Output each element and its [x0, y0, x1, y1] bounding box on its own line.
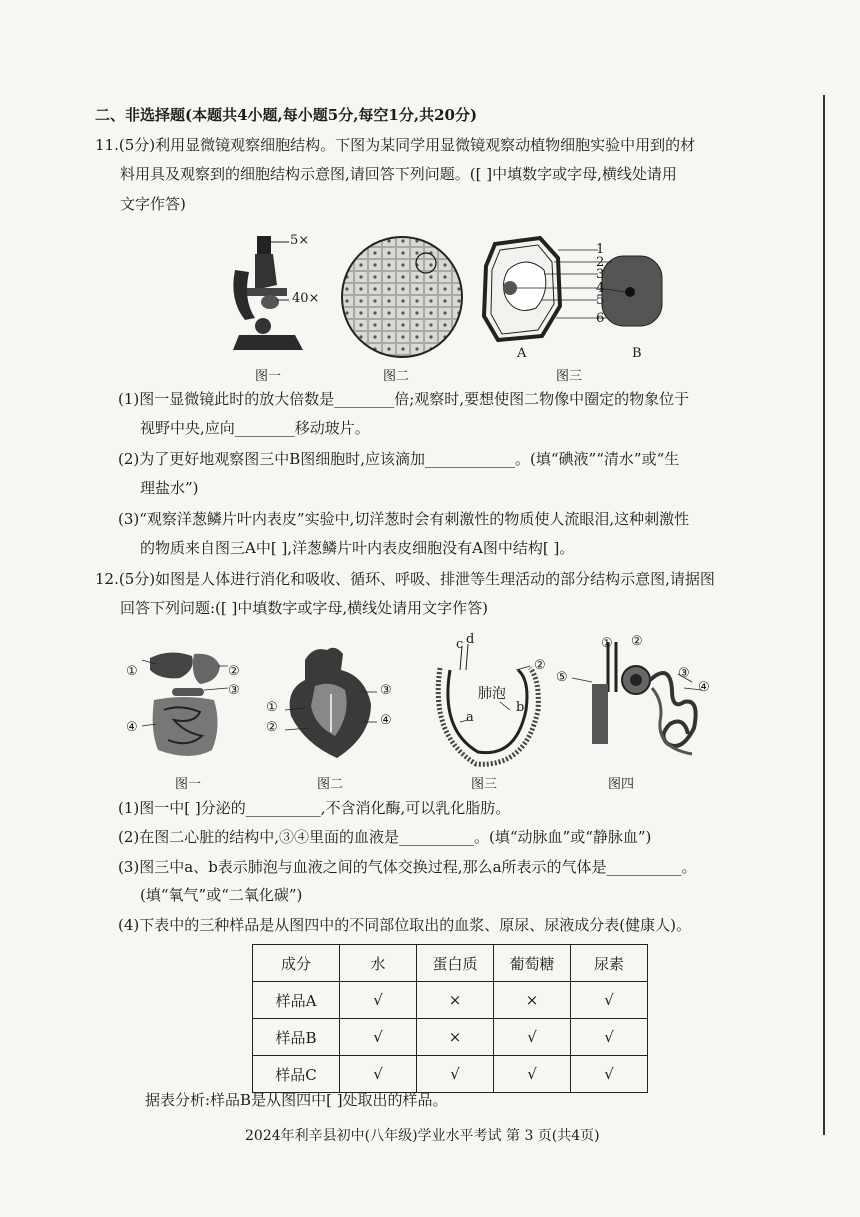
- f4-label-3: ③: [678, 666, 690, 681]
- f4-label-5: ⑤: [556, 670, 568, 685]
- table-cell: 样品B: [253, 1019, 340, 1056]
- q11-part1-line2: 视野中央,应向________移动玻片。: [140, 419, 370, 437]
- q11-fig1-caption: 图一: [255, 369, 282, 384]
- cell-label-1: 1: [596, 242, 605, 257]
- q12-part3-line2: (填“氧气”或“二氧化碳”): [140, 886, 303, 904]
- q12-stem-line2: 回答下列问题:([ ]中填数字或字母,横线处请用文字作答): [120, 599, 489, 617]
- f3-label-c: c: [456, 637, 464, 652]
- digestive-system-figure: [130, 640, 240, 770]
- cell-label-5: 5: [596, 293, 605, 308]
- cell-a-label: A: [517, 346, 527, 361]
- f1-label-3: ③: [228, 683, 240, 698]
- right-margin-rule: [823, 95, 825, 1135]
- f2-label-3: ③: [380, 683, 392, 698]
- table-header-cell: 尿素: [571, 945, 648, 982]
- f2-label-4: ④: [380, 713, 392, 728]
- cell-label-6: 6: [596, 311, 605, 326]
- cell-diagram-figure: [480, 236, 670, 346]
- f2-label-1: ①: [266, 700, 278, 715]
- table-cell: ×: [417, 982, 494, 1019]
- q11-stem-line3: 文字作答): [120, 195, 186, 213]
- cell-label-3: 3: [596, 267, 605, 282]
- q12-part1: (1)图一中[ ]分泌的__________,不含消化酶,可以乳化脂肪。: [118, 799, 511, 817]
- cell-label-2: 2: [596, 255, 605, 270]
- q12-fig1-caption: 图一: [175, 777, 202, 792]
- f2-label-2: ②: [266, 720, 278, 735]
- cell-label-4: 4: [596, 281, 605, 296]
- sample-composition-table: [252, 944, 648, 1093]
- alveolus-figure: [430, 640, 550, 770]
- table-cell: √: [494, 1056, 571, 1093]
- q11-part3-line1: (3)“观察洋葱鳞片叶内表皮”实验中,切洋葱时会有刺激性的物质使人流眼泪,这种刺激性: [118, 510, 690, 528]
- f3-label-a: a: [466, 710, 474, 725]
- table-row: [253, 1019, 648, 1056]
- q12-part4: (4)下表中的三种样品是从图四中的不同部位取出的血浆、原尿、尿液成分表(健康人)。: [118, 916, 691, 934]
- table-cell: ×: [494, 982, 571, 1019]
- q11-part1-line1: (1)图一显微镜此时的放大倍数是________倍;观察时,要想使图二物像中圈定的物象位于: [118, 390, 690, 408]
- f4-label-4: ④: [698, 680, 710, 695]
- table-header-cell: 蛋白质: [417, 945, 494, 982]
- table-cell: √: [340, 982, 417, 1019]
- q11-part2-line1: (2)为了更好地观察图三中B图细胞时,应该滴加____________。(填“碘液”“清水”或“生: [118, 450, 680, 468]
- f3-label-b: b: [516, 700, 525, 715]
- q12-stem-line1: 12.(5分)如图是人体进行消化和吸收、循环、呼吸、排泄等生理活动的部分结构示意图,请据图: [95, 570, 715, 588]
- table-row: [253, 1056, 648, 1093]
- f4-label-1: ①: [601, 636, 613, 651]
- q12-analysis: 据表分析:样品B是从图四中[ ]处取出的样品。: [145, 1091, 448, 1109]
- section-title: 二、非选择题(本题共4小题,每小题5分,每空1分,共20分): [95, 106, 478, 124]
- table-cell: √: [340, 1056, 417, 1093]
- table-header-cell: 葡萄糖: [494, 945, 571, 982]
- field-of-view-figure: [340, 235, 465, 360]
- objective-label: 40×: [292, 291, 320, 306]
- table-header-cell: 成分: [253, 945, 340, 982]
- table-cell: 样品A: [253, 982, 340, 1019]
- table-cell: √: [340, 1019, 417, 1056]
- q11-fig2-caption: 图二: [383, 369, 410, 384]
- table-row: [253, 982, 648, 1019]
- page-footer: 2024年利辛县初中(八年级)学业水平考试 第 3 页(共4页): [245, 1128, 600, 1144]
- table-cell: √: [417, 1056, 494, 1093]
- f1-label-4: ④: [126, 720, 138, 735]
- f1-label-1: ①: [126, 664, 138, 679]
- f3-label-2: ②: [534, 658, 546, 673]
- heart-figure: [275, 640, 385, 765]
- q11-fig3-caption: 图三: [556, 369, 583, 384]
- table-cell: √: [571, 982, 648, 1019]
- table-cell: ×: [417, 1019, 494, 1056]
- eyepiece-label: 5×: [290, 233, 310, 248]
- nephron-figure: [572, 632, 722, 767]
- q12-fig2-caption: 图二: [317, 777, 344, 792]
- cell-b-label: B: [632, 346, 642, 361]
- q11-stem-line2: 料用具及观察到的细胞结构示意图,请回答下列问题。([ ]中填数字或字母,横线处请用: [120, 165, 677, 183]
- f3-alveolus-label: 肺泡: [478, 686, 506, 702]
- q12-part3-line1: (3)图三中a、b表示肺泡与血液之间的气体交换过程,那么a所表示的气体是__________。: [118, 858, 697, 876]
- table-cell: √: [571, 1019, 648, 1056]
- f3-label-d: d: [466, 632, 475, 647]
- table-cell: √: [494, 1019, 571, 1056]
- q11-part2-line2: 理盐水”): [140, 479, 199, 497]
- table-cell: √: [571, 1056, 648, 1093]
- q12-fig3-caption: 图三: [471, 777, 498, 792]
- q11-part3-line2: 的物质来自图三A中[ ],洋葱鳞片叶内表皮细胞没有A图中结构[ ]。: [140, 539, 575, 557]
- table-header-row: [253, 945, 648, 982]
- q12-part2: (2)在图二心脏的结构中,③④里面的血液是__________。(填“动脉血”或“静脉血”): [118, 828, 652, 846]
- q11-stem-line1: 11.(5分)利用显微镜观察细胞结构。下图为某同学用显微镜观察动植物细胞实验中用到的材: [95, 136, 696, 154]
- f1-label-2: ②: [228, 664, 240, 679]
- q12-fig4-caption: 图四: [608, 777, 635, 792]
- f4-label-2: ②: [631, 634, 643, 649]
- table-cell: 样品C: [253, 1056, 340, 1093]
- table-header-cell: 水: [340, 945, 417, 982]
